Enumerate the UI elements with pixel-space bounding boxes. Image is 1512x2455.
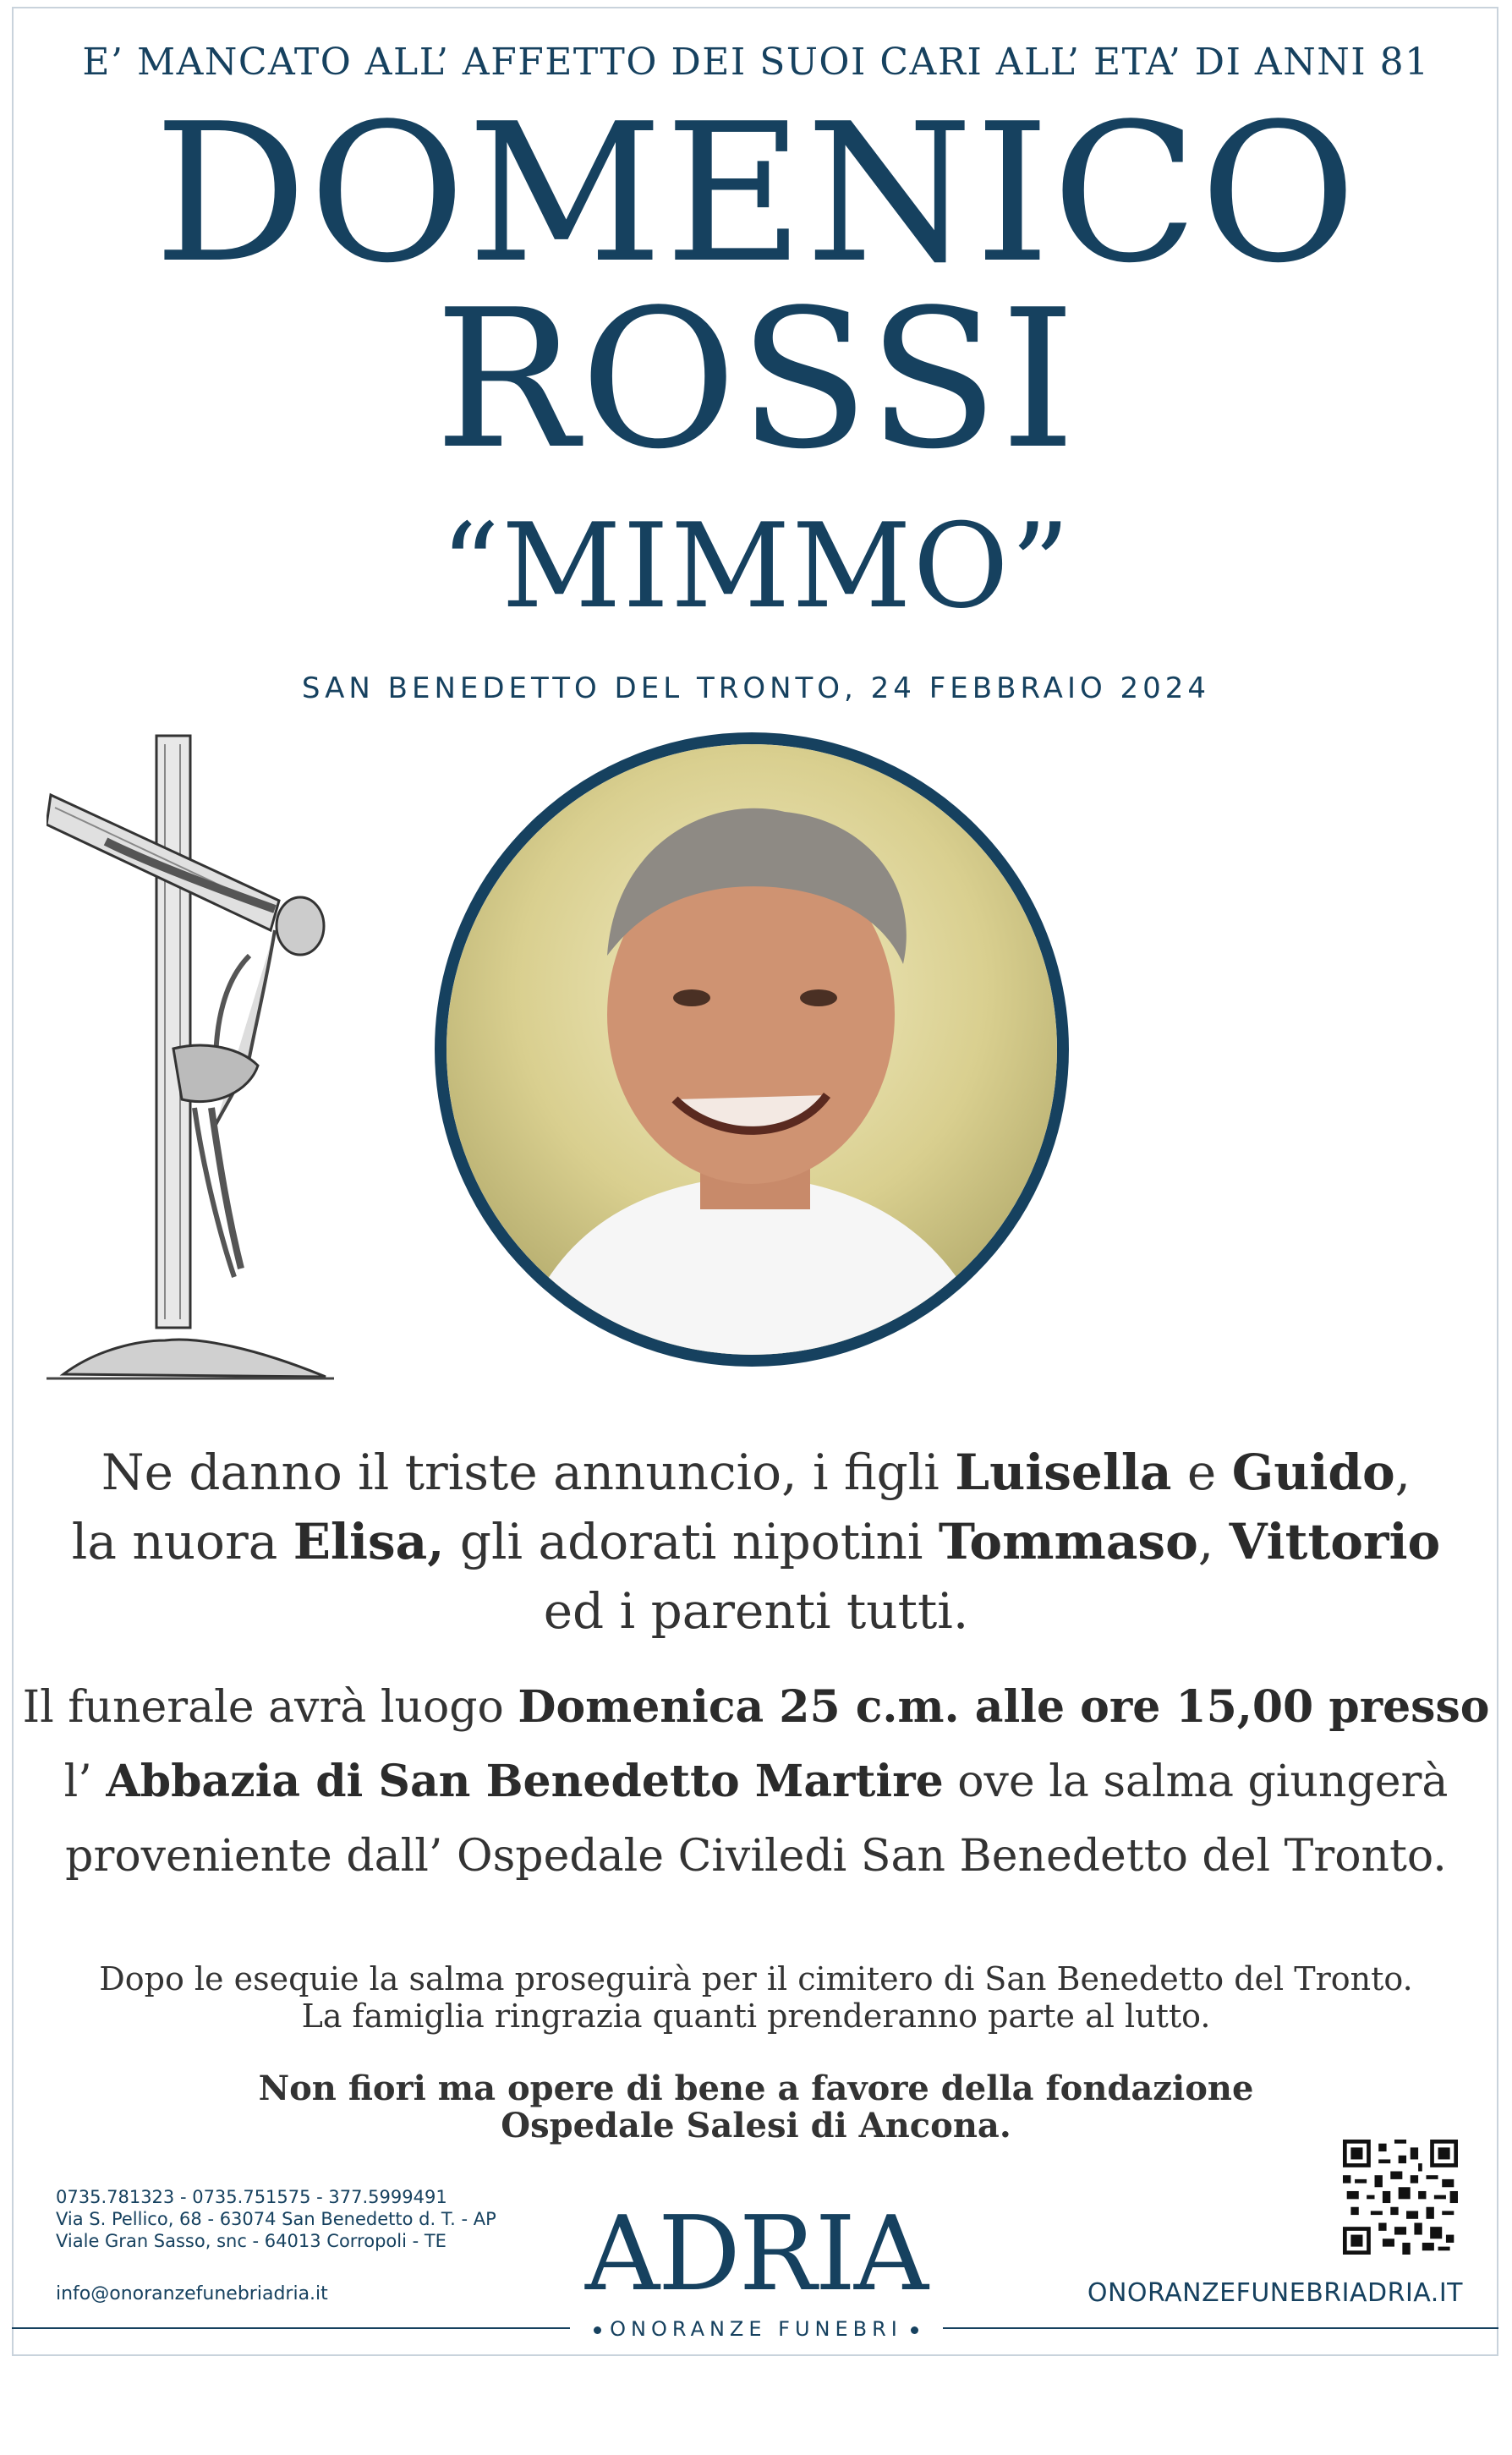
address-line-1: Via S. Pellico, 68 - 63074 San Benedetto d. T. - AP xyxy=(56,2209,496,2229)
crucifix-illustration xyxy=(47,727,342,1387)
bullet-icon xyxy=(911,2326,918,2334)
portrait-photo xyxy=(435,732,1069,1367)
address-line-2: Viale Gran Sasso, snc - 64013 Corropoli - TE xyxy=(56,2231,446,2251)
child-name-luisella: Luisella xyxy=(955,1444,1172,1501)
bullet-icon xyxy=(594,2326,601,2334)
announcement-text xyxy=(0,1438,1512,1646)
phone-numbers: 0735.781323 - 0735.751575 - 377.5999491 xyxy=(56,2187,447,2207)
text-span: la nuora xyxy=(71,1513,293,1570)
funeral-text xyxy=(0,1670,1512,1893)
funeral-date-time: Domenica 25 c.m. alle ore 15,00 presso xyxy=(518,1681,1490,1733)
funeral-line-2 xyxy=(0,1745,1512,1819)
grandchild-name-vittorio: Vittorio xyxy=(1229,1513,1441,1570)
qr-code[interactable] xyxy=(1343,2140,1458,2255)
grandchild-name-tommaso: Tommaso xyxy=(938,1513,1198,1570)
text-span: , xyxy=(1197,1513,1230,1570)
text-span: e xyxy=(1171,1444,1232,1501)
after-text xyxy=(0,1960,1512,2035)
email-link[interactable]: info@onoranzefunebriadria.it xyxy=(56,2283,328,2304)
after-line-1: Dopo le esequie la salma proseguirà per il cimitero di San Benedetto del Tronto. xyxy=(99,1960,1413,1997)
text-span: l’ xyxy=(63,1756,107,1807)
announcement-line-2 xyxy=(0,1507,1512,1576)
funeral-line-1 xyxy=(0,1670,1512,1745)
after-line-2: La famiglia ringrazia quanti prenderanno parte al lutto. xyxy=(301,1997,1211,2035)
text-span: , xyxy=(1394,1444,1411,1501)
logo-subtitle-text: ONORANZE FUNEBRI xyxy=(610,2317,902,2341)
announcement-line-3: ed i parenti tutti. xyxy=(543,1582,969,1640)
child-name-guido: Guido xyxy=(1231,1444,1395,1501)
text-span: ove la salma giungerà xyxy=(943,1756,1449,1807)
text-span: Ne danno il triste annuncio, i figli xyxy=(101,1444,956,1501)
website-link[interactable]: ONORANZEFUNEBRIADRIA.IT xyxy=(1087,2278,1463,2308)
first-name: DOMENICO xyxy=(153,83,1359,305)
nickname: “MIMMO” xyxy=(440,498,1072,634)
text-span: Il funerale avrà luogo xyxy=(22,1682,518,1733)
flowers-line-1: Non fiori ma opere di bene a favore della fondazione xyxy=(258,2069,1254,2108)
intro-line: E’ MANCATO ALL’ AFFETTO DEI SUOI CARI ALL’ ETA’ DI ANNI 81 xyxy=(82,41,1430,84)
funeral-line-3: proveniente dall’ Ospedale Civiledi San Benedetto del Tronto. xyxy=(65,1831,1447,1882)
flowers-note xyxy=(0,2070,1512,2145)
place-date: SAN BENEDETTO DEL TRONTO, 24 FEBBRAIO 2024 xyxy=(301,671,1211,705)
adria-logo: ADRIA xyxy=(584,2194,928,2314)
last-name: ROSSI xyxy=(434,269,1078,491)
announcement-line-1 xyxy=(0,1438,1512,1507)
logo-subtitle xyxy=(0,2317,1512,2341)
flowers-line-2: Ospedale Salesi di Ancona. xyxy=(501,2106,1011,2145)
text-span: gli adorati nipotini xyxy=(444,1513,939,1570)
funeral-location: Abbazia di San Benedetto Martire xyxy=(106,1756,944,1807)
daughter-in-law-name: Elisa, xyxy=(293,1513,445,1570)
